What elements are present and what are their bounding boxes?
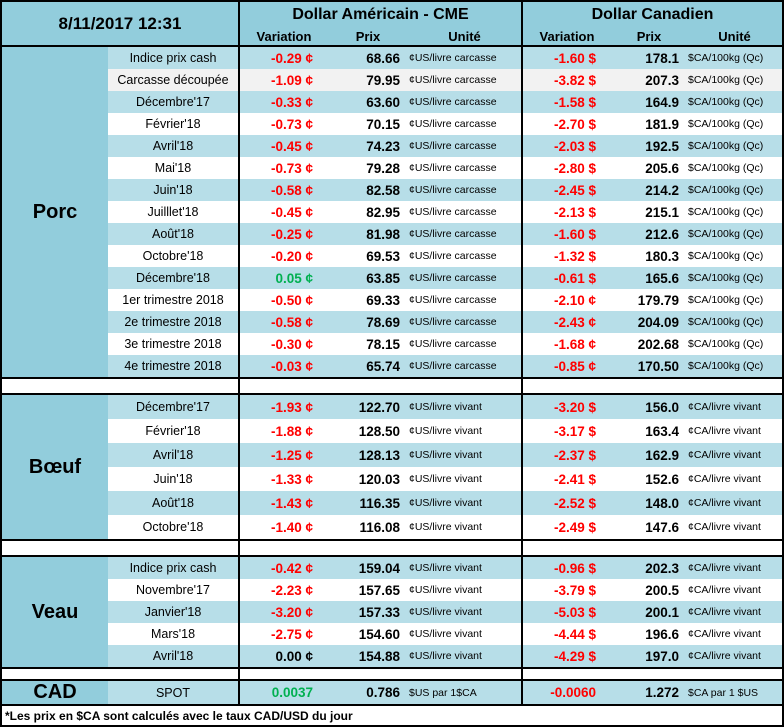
ca-variation-value: -0.85 ¢: [553, 358, 596, 374]
us-unit-label: ¢US/livre carcasse: [408, 69, 523, 91]
ca-unit-label: $CA/100kg (Qc): [688, 272, 764, 284]
ca-unit-label: ¢CA/livre vivant: [688, 425, 761, 437]
us-variation-value: -1.25 ¢: [270, 447, 313, 463]
us-variation-value: -0.20 ¢: [270, 248, 313, 264]
table-header: [2, 2, 782, 47]
us-unit-label: ¢US/livre vivant: [408, 557, 523, 579]
us-unit-label: ¢US/livre vivant: [408, 467, 523, 491]
ca-variation-value: -2.13 $: [553, 204, 596, 220]
ca-unit-label: $CA/100kg (Qc): [688, 184, 764, 196]
us-variation-value: -0.29 ¢: [270, 50, 313, 66]
ca-price-value: 156.0: [645, 399, 679, 415]
section-divider: [2, 539, 782, 557]
ca-unit-label: $CA/100kg (Qc): [688, 316, 764, 328]
ca-unit-label: $CA/100kg (Qc): [688, 118, 764, 130]
ca-dollar-header-group: [523, 2, 782, 45]
ca-price-value: 214.2: [645, 182, 679, 198]
row-label: Avril'18: [108, 645, 240, 667]
table-row: [108, 267, 782, 289]
us-unit-label: ¢US/livre carcasse: [408, 245, 523, 267]
ca-price-value: 1.272: [645, 685, 679, 700]
divider-mid: [240, 669, 523, 679]
row-label: Mars'18: [108, 623, 240, 645]
us-variation-header: Variation: [256, 28, 312, 44]
table-row: [108, 579, 782, 601]
row-label: Décembre'17: [108, 91, 240, 113]
ca-unit-label: ¢CA/livre vivant: [688, 497, 761, 509]
us-price-value: 81.98: [366, 226, 400, 242]
us-unit-label: ¢US/livre vivant: [408, 395, 523, 419]
ca-price-value: 180.3: [645, 248, 679, 264]
ca-price-value: 212.6: [645, 226, 679, 242]
ca-subheader-row: [523, 27, 782, 45]
ca-unit-label: ¢CA/livre vivant: [688, 449, 761, 461]
us-price-value: 128.13: [358, 447, 400, 463]
ca-variation-value: -2.52 $: [553, 495, 596, 511]
ca-price-value: 148.0: [645, 495, 679, 511]
table-row: [108, 157, 782, 179]
ca-price-value: 197.0: [645, 648, 679, 664]
table-row: [108, 395, 782, 419]
ca-price-value: 202.68: [637, 336, 679, 352]
ca-unit-label: ¢CA/livre vivant: [688, 473, 761, 485]
us-variation-value: -0.30 ¢: [270, 336, 313, 352]
ca-variation-value: -1.58 $: [553, 94, 596, 110]
us-unit-label: ¢US/livre carcasse: [408, 113, 523, 135]
table-row: [108, 179, 782, 201]
ca-unit-label: ¢CA/livre vivant: [688, 628, 761, 640]
section-label-veau: Veau: [2, 557, 108, 667]
ca-variation-value: -5.03 $: [553, 604, 596, 620]
row-label: Carcasse découpée: [108, 69, 240, 91]
ca-price-value: 196.6: [645, 626, 679, 642]
row-label: Décembre'17: [108, 395, 240, 419]
cad-rows: [108, 681, 782, 704]
table-row: [108, 515, 782, 539]
row-label: Avril'18: [108, 443, 240, 467]
us-price-value: 69.53: [366, 248, 400, 264]
ca-variation-value: -4.44 $: [553, 626, 596, 642]
ca-variation-value: -0.0060: [550, 685, 596, 700]
ca-unit-label: $CA/100kg (Qc): [688, 96, 764, 108]
us-dollar-title: Dollar Américain - CME: [292, 5, 469, 23]
ca-variation-value: -3.79 $: [553, 582, 596, 598]
us-price-value: 79.28: [366, 160, 400, 176]
ca-price-value: 192.5: [645, 138, 679, 154]
us-price-value: 120.03: [358, 471, 400, 487]
ca-prix-header: Prix: [636, 28, 662, 44]
table-row: [108, 681, 782, 704]
ca-unit-label: ¢CA/livre vivant: [688, 562, 761, 574]
porc-rows: [108, 47, 782, 377]
table-row: [108, 645, 782, 667]
us-variation-value: 0.00 ¢: [275, 648, 313, 664]
row-label: Août'18: [108, 491, 240, 515]
section-label-porc: Porc: [2, 47, 108, 377]
ca-unit-label: ¢CA/livre vivant: [688, 521, 761, 533]
divider-mid: [240, 379, 523, 393]
row-label: Novembre'17: [108, 579, 240, 601]
us-variation-value: -0.73 ¢: [270, 160, 313, 176]
ca-unit-label: ¢CA/livre vivant: [688, 584, 761, 596]
us-price-value: 69.33: [366, 292, 400, 308]
us-variation-value: -0.45 ¢: [270, 138, 313, 154]
us-price-value: 79.95: [366, 72, 400, 88]
section-veau: [2, 557, 782, 667]
us-price-value: 63.85: [366, 270, 400, 286]
us-variation-value: -1.33 ¢: [270, 471, 313, 487]
ca-unit-label: $CA/100kg (Qc): [688, 250, 764, 262]
ca-unit-label: $CA/100kg (Qc): [688, 162, 764, 174]
row-label: 3e trimestre 2018: [108, 333, 240, 355]
ca-price-value: 162.9: [645, 447, 679, 463]
ca-price-value: 215.1: [645, 204, 679, 220]
ca-price-value: 181.9: [645, 116, 679, 132]
ca-variation-value: -1.60 $: [553, 50, 596, 66]
us-variation-value: -3.20 ¢: [270, 604, 313, 620]
us-price-value: 116.35: [359, 495, 400, 511]
us-price-value: 68.66: [366, 50, 400, 66]
us-variation-value: -1.09 ¢: [270, 72, 313, 88]
table-row: [108, 113, 782, 135]
us-variation-value: -0.42 ¢: [270, 560, 313, 576]
us-unit-label: ¢US/livre vivant: [408, 515, 523, 539]
table-row: [108, 601, 782, 623]
row-label: Juin'18: [108, 467, 240, 491]
ca-variation-header: Variation: [539, 28, 595, 44]
ca-variation-value: -2.41 $: [553, 471, 596, 487]
us-price-value: 128.50: [358, 423, 400, 439]
us-variation-value: 0.0037: [271, 685, 313, 700]
us-unit-label: ¢US/livre vivant: [408, 601, 523, 623]
us-price-value: 65.74: [366, 358, 400, 374]
us-price-value: 63.60: [366, 94, 400, 110]
ca-variation-value: -2.49 $: [553, 519, 596, 535]
ca-price-value: 179.79: [637, 292, 679, 308]
ca-unit-label: $CA/100kg (Qc): [688, 52, 764, 64]
row-label: Février'18: [108, 419, 240, 443]
us-price-value: 70.15: [366, 116, 400, 132]
table-row: [108, 201, 782, 223]
ca-unit-label: $CA/100kg (Qc): [688, 360, 764, 372]
divider-left: [2, 541, 240, 555]
us-unit-label: ¢US/livre vivant: [408, 443, 523, 467]
table-row: [108, 69, 782, 91]
row-label: Février'18: [108, 113, 240, 135]
us-unit-label: ¢US/livre carcasse: [408, 267, 523, 289]
table-row: [108, 245, 782, 267]
us-unit-label: ¢US/livre vivant: [408, 419, 523, 443]
ca-variation-value: -2.70 $: [553, 116, 596, 132]
us-unite-header: Unité: [448, 28, 481, 44]
report-datetime: 8/11/2017 12:31: [2, 2, 240, 45]
row-label: Indice prix cash: [108, 47, 240, 69]
us-variation-value: -0.33 ¢: [270, 94, 313, 110]
row-label: Octobre'18: [108, 515, 240, 539]
us-unit-label: ¢US/livre carcasse: [408, 47, 523, 69]
row-label: Août'18: [108, 223, 240, 245]
us-variation-value: -0.45 ¢: [270, 204, 313, 220]
section-divider: [2, 667, 782, 681]
row-label: Avril'18: [108, 135, 240, 157]
ca-price-value: 178.1: [645, 50, 679, 66]
veau-rows: [108, 557, 782, 667]
us-price-value: 82.58: [366, 182, 400, 198]
ca-variation-value: -3.82 $: [553, 72, 596, 88]
ca-variation-value: -1.32 $: [553, 248, 596, 264]
us-price-value: 157.65: [358, 582, 400, 598]
row-label: Décembre'18: [108, 267, 240, 289]
us-unit-label: ¢US/livre carcasse: [408, 333, 523, 355]
us-variation-value: -1.88 ¢: [270, 423, 313, 439]
us-unit-label: ¢US/livre carcasse: [408, 135, 523, 157]
ca-price-value: 200.5: [645, 582, 679, 598]
table-row: [108, 311, 782, 333]
table-row: [108, 135, 782, 157]
us-price-value: 159.04: [358, 560, 400, 576]
section-divider: [2, 377, 782, 395]
ca-price-value: 165.6: [645, 270, 679, 286]
row-label: Indice prix cash: [108, 557, 240, 579]
us-price-value: 74.23: [366, 138, 400, 154]
us-unit-label: ¢US/livre carcasse: [408, 311, 523, 333]
us-unit-label: ¢US/livre carcasse: [408, 157, 523, 179]
row-label: Janvier'18: [108, 601, 240, 623]
us-unit-label: ¢US/livre carcasse: [408, 179, 523, 201]
us-variation-value: -0.73 ¢: [270, 116, 313, 132]
row-label: Octobre'18: [108, 245, 240, 267]
ca-variation-value: -1.68 ¢: [553, 336, 596, 352]
us-variation-value: 0.05 ¢: [275, 270, 313, 286]
ca-variation-value: -2.43 ¢: [553, 314, 596, 330]
section-label-cad: CAD: [2, 681, 108, 704]
table-row: [108, 557, 782, 579]
ca-variation-value: -2.10 ¢: [553, 292, 596, 308]
ca-price-value: 200.1: [645, 604, 679, 620]
ca-variation-value: -2.45 $: [553, 182, 596, 198]
us-price-value: 78.15: [366, 336, 400, 352]
us-unit-label: ¢US/livre carcasse: [408, 223, 523, 245]
ca-unite-header: Unité: [718, 28, 751, 44]
row-label: SPOT: [108, 681, 240, 704]
us-price-value: 78.69: [366, 314, 400, 330]
ca-price-value: 164.9: [645, 94, 679, 110]
us-variation-value: -1.93 ¢: [270, 399, 313, 415]
ca-unit-label: $CA/100kg (Qc): [688, 140, 764, 152]
ca-unit-label: $CA/100kg (Qc): [688, 294, 764, 306]
table-row: [108, 491, 782, 515]
ca-dollar-title: Dollar Canadien: [591, 5, 714, 23]
boeuf-rows: [108, 395, 782, 539]
divider-right: [523, 379, 782, 393]
section-boeuf: [2, 395, 782, 539]
us-prix-header: Prix: [355, 28, 381, 44]
ca-variation-value: -2.03 $: [553, 138, 596, 154]
us-variation-value: -0.58 ¢: [270, 314, 313, 330]
ca-variation-value: -3.20 $: [553, 399, 596, 415]
us-price-value: 157.33: [358, 604, 400, 620]
us-unit-label: ¢US/livre carcasse: [408, 355, 523, 377]
us-variation-value: -0.25 ¢: [270, 226, 313, 242]
table-row: [108, 623, 782, 645]
table-row: [108, 289, 782, 311]
us-unit-label: $US par 1$CA: [408, 681, 523, 704]
row-label: Mai'18: [108, 157, 240, 179]
us-dollar-header-group: [240, 2, 523, 45]
table-row: [108, 467, 782, 491]
us-unit-label: ¢US/livre vivant: [408, 623, 523, 645]
ca-variation-value: -0.61 $: [553, 270, 596, 286]
ca-unit-label: $CA/100kg (Qc): [688, 228, 764, 240]
us-unit-label: ¢US/livre vivant: [408, 645, 523, 667]
table-row: [108, 91, 782, 113]
row-label: Juin'18: [108, 179, 240, 201]
us-variation-value: -0.58 ¢: [270, 182, 313, 198]
divider-mid: [240, 541, 523, 555]
ca-price-value: 147.6: [645, 519, 679, 535]
table-row: [108, 355, 782, 377]
ca-price-value: 202.3: [645, 560, 679, 576]
ca-variation-value: -3.17 $: [553, 423, 596, 439]
section-cad: [2, 681, 782, 704]
divider-right: [523, 541, 782, 555]
ca-price-value: 205.6: [645, 160, 679, 176]
us-price-value: 122.70: [358, 399, 400, 415]
ca-unit-label: $CA/100kg (Qc): [688, 338, 764, 350]
section-porc: [2, 47, 782, 377]
table-row: [108, 47, 782, 69]
ca-price-value: 170.50: [637, 358, 679, 374]
row-label: 4e trimestre 2018: [108, 355, 240, 377]
us-unit-label: ¢US/livre carcasse: [408, 201, 523, 223]
ca-unit-label: $CA/100kg (Qc): [688, 74, 764, 86]
table-row: [108, 443, 782, 467]
us-variation-value: -0.03 ¢: [270, 358, 313, 374]
us-unit-label: ¢US/livre carcasse: [408, 289, 523, 311]
footnote: [2, 704, 782, 725]
us-price-value: 0.786: [366, 685, 400, 700]
us-variation-value: -2.75 ¢: [270, 626, 313, 642]
divider-left: [2, 379, 240, 393]
table-row: [108, 333, 782, 355]
us-price-value: 82.95: [366, 204, 400, 220]
row-label: Juilllet'18: [108, 201, 240, 223]
table-row: [108, 419, 782, 443]
ca-variation-value: -1.60 $: [553, 226, 596, 242]
us-unit-label: ¢US/livre carcasse: [408, 91, 523, 113]
ca-unit-label: $CA par 1 $US: [688, 686, 759, 699]
us-subheader-row: [240, 27, 521, 45]
ca-price-value: 163.4: [645, 423, 679, 439]
us-unit-label: ¢US/livre vivant: [408, 579, 523, 601]
ca-unit-label: ¢CA/livre vivant: [688, 401, 761, 413]
ca-unit-label: ¢CA/livre vivant: [688, 650, 761, 662]
us-unit-label: ¢US/livre vivant: [408, 491, 523, 515]
row-label: 2e trimestre 2018: [108, 311, 240, 333]
us-price-value: 116.08: [359, 519, 400, 535]
ca-price-value: 152.6: [645, 471, 679, 487]
table-row: [108, 223, 782, 245]
ca-variation-value: -2.37 $: [553, 447, 596, 463]
ca-price-value: 207.3: [645, 72, 679, 88]
us-variation-value: -1.40 ¢: [270, 519, 313, 535]
divider-right: [523, 669, 782, 679]
ca-unit-label: $CA/100kg (Qc): [688, 206, 764, 218]
us-price-value: 154.88: [358, 648, 400, 664]
section-label-boeuf: Bœuf: [2, 395, 108, 539]
us-variation-value: -1.43 ¢: [270, 495, 313, 511]
us-price-value: 154.60: [358, 626, 400, 642]
row-label: 1er trimestre 2018: [108, 289, 240, 311]
ca-variation-value: -0.96 $: [553, 560, 596, 576]
us-variation-value: -2.23 ¢: [270, 582, 313, 598]
ca-price-value: 204.09: [637, 314, 679, 330]
divider-left: [2, 669, 240, 679]
footnote-text: *Les prix en $CA sont calculés avec le taux CAD/USD du jour: [5, 708, 353, 723]
ca-unit-label: ¢CA/livre vivant: [688, 606, 761, 618]
us-variation-value: -0.50 ¢: [270, 292, 313, 308]
ca-variation-value: -2.80 $: [553, 160, 596, 176]
ca-variation-value: -4.29 $: [553, 648, 596, 664]
